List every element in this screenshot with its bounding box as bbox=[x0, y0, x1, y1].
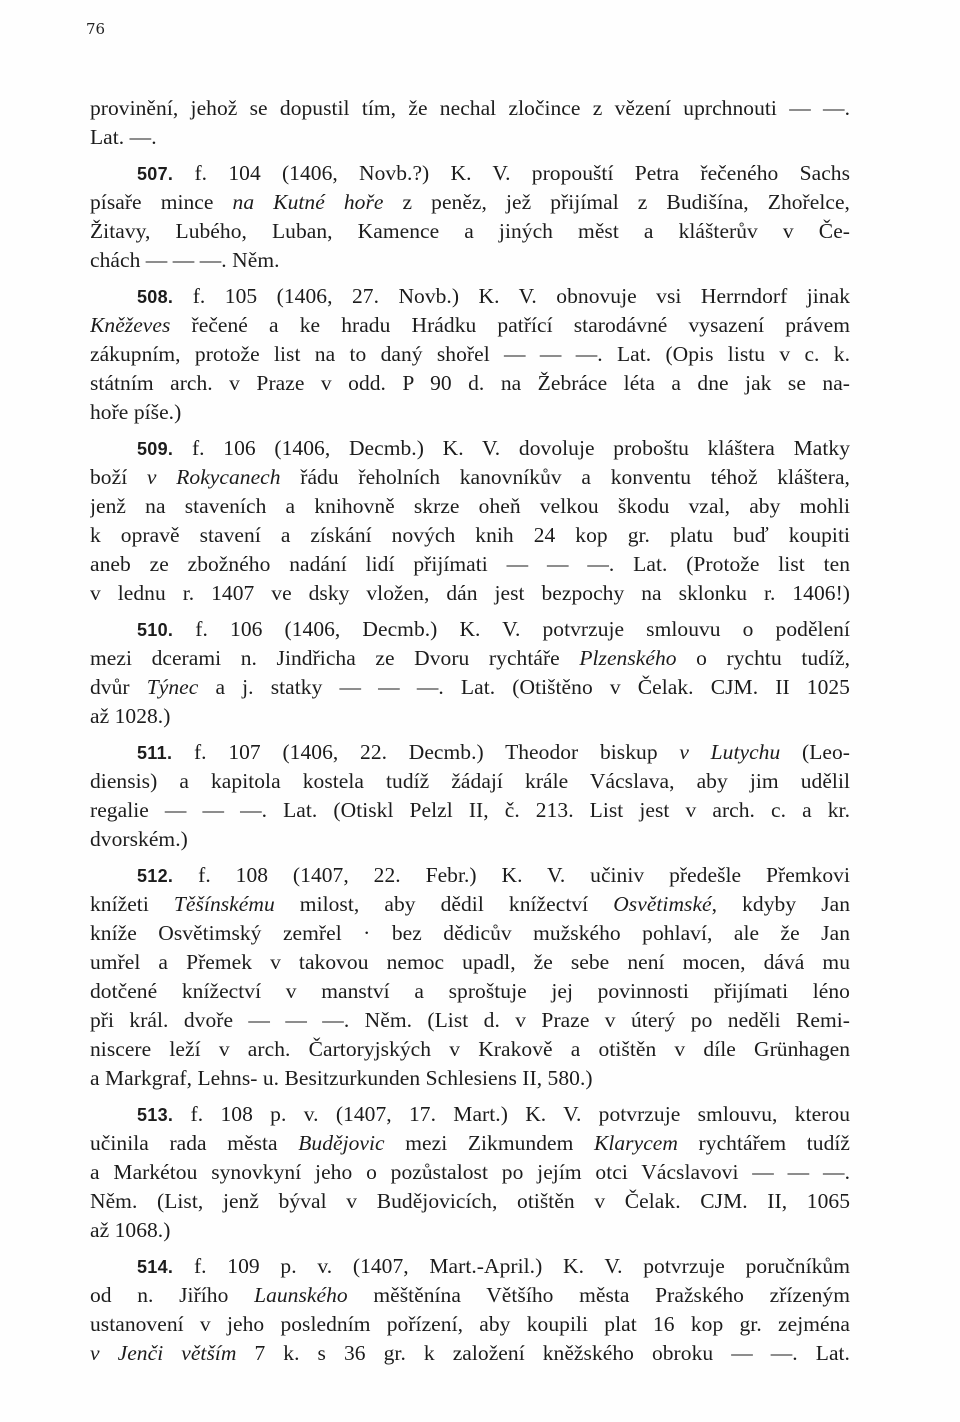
text-line bbox=[90, 797, 850, 823]
text-segment: f. 107 (1406, 22. Decmb.) Theodor biskup bbox=[172, 740, 680, 764]
text-line bbox=[90, 189, 850, 215]
text-line bbox=[90, 826, 850, 852]
text-line bbox=[90, 493, 850, 519]
text-segment: mezi dcerami n. Jindřicha ze Dvoru rychtáře bbox=[90, 646, 580, 670]
text-segment: rychtářem tudíž bbox=[677, 1131, 850, 1155]
text-line bbox=[90, 1130, 850, 1156]
text-segment: písaře mince bbox=[90, 190, 233, 214]
text-line bbox=[90, 891, 850, 917]
text-segment: při král. dvoře — — —. Něm. (List d. v Praze v úterý po neděli Remi- bbox=[90, 1008, 850, 1032]
italic-place-name: v Lutychu bbox=[679, 740, 781, 764]
text-line bbox=[90, 645, 850, 671]
text-segment: , kdyby Jan bbox=[711, 892, 850, 916]
text-line bbox=[90, 674, 850, 700]
text-line bbox=[90, 312, 850, 338]
text-line bbox=[90, 1036, 850, 1062]
text-segment: a Markétou synovkyní jeho o pozůstalost po jejím otci Vácslavovi — — —. bbox=[90, 1160, 850, 1184]
entry-first-line bbox=[137, 283, 850, 309]
text-segment: f. 106 (1406, Decmb.) K. V. dovoluje proboštu kláštera Matky bbox=[173, 436, 850, 460]
text-segment: až 1028.) bbox=[90, 704, 171, 728]
text-segment: měštěnína Většího města Pražského zřízeným bbox=[347, 1283, 850, 1307]
page-number: 76 bbox=[86, 20, 106, 38]
entry-first-line bbox=[137, 862, 850, 888]
text-segment: zákupním, protože list na to daný shořel — — —. Lat. (Opis listu v c. k. bbox=[90, 342, 850, 366]
text-segment: regalie — — —. Lat. (Otiskl Pelzl II, č. 213. List jest v arch. c. a kr. bbox=[90, 798, 850, 822]
text-segment: mezi Zikmundem bbox=[384, 1131, 594, 1155]
text-segment: jenž na staveních a knihovně skrze oheň velkou škodu vzal, aby mohli bbox=[90, 494, 850, 518]
text-line bbox=[90, 464, 850, 490]
text-segment: v lednu r. 1407 ve dsky vložen, dán jest bezpochy na sklonku r. 1406!) bbox=[90, 581, 850, 605]
text-segment: umřel a Přemek v takovou nemoc upadl, že sebe není mocen, dává mu bbox=[90, 950, 850, 974]
entry-first-line bbox=[137, 616, 850, 642]
entry-first-line bbox=[137, 1101, 850, 1127]
text-segment: a Markgraf, Lehns- u. Besitzurkunden Schlesiens II, 580.) bbox=[90, 1066, 593, 1090]
text-segment: dvorském.) bbox=[90, 827, 188, 851]
text-segment: (Leo- bbox=[780, 740, 850, 764]
entry-first-line bbox=[137, 160, 850, 186]
entry-number: 513. bbox=[137, 1105, 174, 1125]
text-segment: hoře píše.) bbox=[90, 400, 182, 424]
text-segment: aneb ze zbožného nadání lidí přijímati — — —. Lat. (Protože list ten bbox=[90, 552, 850, 576]
italic-place-name: Týnec bbox=[146, 675, 199, 699]
entry-number: 510. bbox=[137, 620, 174, 640]
text-segment: chách — — —. Něm. bbox=[90, 248, 280, 272]
text-line bbox=[90, 522, 850, 548]
text-segment: f. 105 (1406, 27. Novb.) K. V. obnovuje vsi Herrndorf jinak bbox=[173, 284, 850, 308]
text-segment: a j. statky — — —. Lat. (Otištěno v Čelak. CJM. II 1025 bbox=[198, 675, 850, 699]
text-line bbox=[90, 1311, 850, 1337]
text-line bbox=[90, 341, 850, 367]
text-segment: o rychtu tudíž, bbox=[676, 646, 850, 670]
text-segment: boží bbox=[90, 465, 147, 489]
text-segment: f. 108 p. v. (1407, 17. Mart.) K. V. potvrzuje smlouvu, kterou bbox=[173, 1102, 850, 1126]
entry-number: 512. bbox=[137, 866, 174, 886]
text-segment: milost, aby dědil knížectví bbox=[274, 892, 614, 916]
italic-place-name: v Jenči větším bbox=[90, 1341, 237, 1365]
text-segment: státním arch. v Praze v odd. P 90 d. na Žebráce léta a dne jak se na- bbox=[90, 371, 850, 395]
text-segment: dotčené knížectví v manství a sproštuje jej povinnosti přijímati léno bbox=[90, 979, 850, 1003]
entry-first-line bbox=[137, 1253, 850, 1279]
text-segment: řádu řeholních kanovníkův a konventu téhož kláštera, bbox=[280, 465, 850, 489]
text-line bbox=[90, 1340, 850, 1366]
text-line bbox=[90, 95, 850, 121]
text-line bbox=[90, 920, 850, 946]
text-line bbox=[90, 218, 850, 244]
text-segment: kníže Osvětimský zemřel · bez dědicův mužského pohlaví, ale že Jan bbox=[90, 921, 850, 945]
text-line bbox=[90, 1065, 850, 1091]
text-segment: Něm. (List, jenž býval v Budějovicích, otištěn v Čelak. CJM. II, 1065 bbox=[90, 1189, 850, 1213]
text-segment: Žitavy, Lubého, Luban, Kamence a jiných měst a klášterův v Če- bbox=[90, 219, 850, 243]
text-segment: učinila rada města bbox=[90, 1131, 299, 1155]
text-line bbox=[90, 399, 850, 425]
text-line bbox=[90, 247, 850, 273]
text-segment: f. 109 p. v. (1407, Mart.-April.) K. V. potvrzuje poručníkům bbox=[173, 1254, 850, 1278]
italic-place-name: Plzenského bbox=[579, 646, 677, 670]
entry-number: 511. bbox=[137, 743, 173, 763]
italic-place-name: Kněževes bbox=[90, 313, 171, 337]
text-segment: řečené a ke hradu Hrádku patřící starodávné vysazení právem bbox=[170, 313, 850, 337]
text-segment: od n. Jiřího bbox=[90, 1283, 255, 1307]
text-segment: dvůr bbox=[90, 675, 147, 699]
entry-first-line bbox=[137, 435, 850, 461]
entry-number: 514. bbox=[137, 1257, 174, 1277]
text-segment: f. 106 (1406, Decmb.) K. V. potvrzuje smlouvu o podělení bbox=[173, 617, 850, 641]
italic-place-name: Klarycem bbox=[593, 1131, 678, 1155]
entry-number: 507. bbox=[137, 164, 174, 184]
text-line bbox=[90, 703, 850, 729]
entry-number: 508. bbox=[137, 287, 174, 307]
text-segment: ustanovení v jeho posledním pořízení, aby koupili plat 16 kop gr. zejména bbox=[90, 1312, 850, 1336]
text-segment: niscere leží v arch. Čartoryjských v Krakově a otištěn v díle Grünhagen bbox=[90, 1037, 850, 1061]
italic-place-name: Těšínskému bbox=[173, 892, 275, 916]
text-line bbox=[90, 1159, 850, 1185]
text-segment: diensis) a kapitola kostela tudíž žádají krále Vácslava, aby jim udělil bbox=[90, 769, 850, 793]
text-line bbox=[90, 124, 850, 150]
text-segment: f. 108 (1407, 22. Febr.) K. V. učiniv předešle Přemkovi bbox=[173, 863, 850, 887]
text-line bbox=[90, 551, 850, 577]
text-segment: f. 104 (1406, Novb.?) K. V. propouští Petra řečeného Sachs bbox=[173, 161, 850, 185]
text-segment: z peněz, jež přijímal z Budišína, Zhořelce, bbox=[383, 190, 850, 214]
italic-place-name: Osvětimské bbox=[613, 892, 712, 916]
text-line bbox=[90, 768, 850, 794]
entry-first-line bbox=[137, 739, 850, 765]
entry-number: 509. bbox=[137, 439, 174, 459]
text-line bbox=[90, 1007, 850, 1033]
text-segment: k opravě stavení a získání nových knih 24 kop gr. platu buď koupiti bbox=[90, 523, 850, 547]
text-line bbox=[90, 370, 850, 396]
italic-place-name: Budějovic bbox=[298, 1131, 385, 1155]
text-line bbox=[90, 580, 850, 606]
italic-place-name: Launského bbox=[254, 1283, 348, 1307]
italic-place-name: v Rokycanech bbox=[146, 465, 281, 489]
text-segment: provinění, jehož se dopustil tím, že nechal zločince z vězení uprchnouti — —. bbox=[90, 96, 850, 120]
text-line bbox=[90, 949, 850, 975]
text-line bbox=[90, 1217, 850, 1243]
text-line bbox=[90, 1282, 850, 1308]
text-segment: knížeti bbox=[90, 892, 174, 916]
text-segment: Lat. —. bbox=[90, 125, 157, 149]
text-segment: 7 k. s 36 gr. k založení kněžského obroku — —. Lat. bbox=[236, 1341, 850, 1365]
text-segment: až 1068.) bbox=[90, 1218, 171, 1242]
text-line bbox=[90, 1188, 850, 1214]
italic-place-name: na Kutné hoře bbox=[232, 190, 384, 214]
text-line bbox=[90, 978, 850, 1004]
